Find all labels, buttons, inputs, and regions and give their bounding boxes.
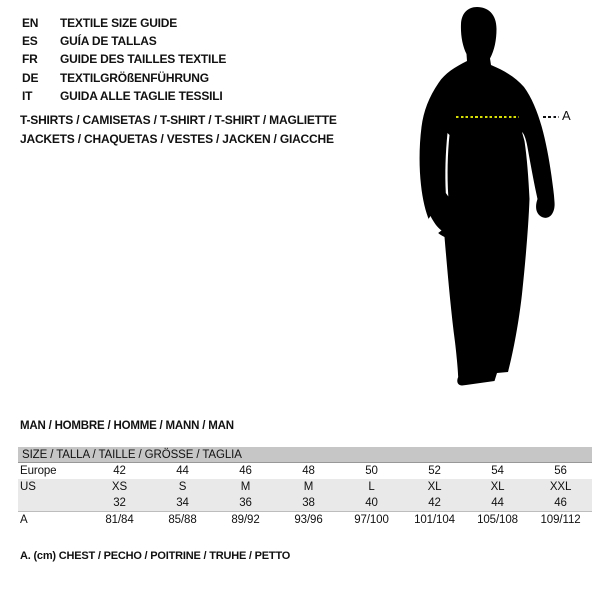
language-label: GUIDE DES TAILLES TEXTILE (60, 52, 227, 67)
language-label: GUIDA ALLE TAGLIE TESSILI (60, 88, 223, 103)
size-table-header-row (18, 447, 592, 463)
measurement-footnote: A. (cm) CHEST / PECHO / POITRINE / TRUHE / PETTO (20, 550, 291, 562)
size-cell: 40 (340, 495, 403, 512)
gender-heading: MAN / HOMBRE / HOMME / MANN / MAN (20, 420, 234, 432)
size-cell: M (277, 479, 340, 495)
language-list (22, 14, 226, 105)
language-code: DE (22, 70, 39, 85)
measure-label-a: A (562, 108, 571, 123)
language-row-de (22, 69, 226, 87)
size-cell: 50 (365, 465, 378, 477)
size-cell: 32 (88, 495, 151, 512)
size-cell: 56 (554, 465, 567, 477)
language-label: TEXTILGRÖßENFÜHRUNG (60, 70, 209, 85)
language-label: GUÍA DE TALLAS (60, 34, 157, 49)
category-tshirts: T-SHIRTS / CAMISETAS / T-SHIRT / T-SHIRT / MAGLIETTE (20, 113, 337, 127)
size-cell: 38 (277, 495, 340, 512)
category-jackets: JACKETS / CHAQUETAS / VESTES / JACKEN / GIACCHE (20, 132, 334, 146)
language-row-en (22, 14, 226, 32)
size-row-label: A (20, 514, 28, 526)
size-row-label: US (18, 479, 88, 495)
size-cell: 101/104 (414, 514, 455, 526)
man-silhouette-body (420, 7, 555, 386)
size-cell: 109/112 (540, 514, 581, 526)
size-row-europe (18, 463, 592, 480)
language-code: FR (22, 52, 38, 67)
size-cell: XL (403, 479, 466, 495)
size-cell: 46 (239, 465, 252, 477)
size-cell: 48 (302, 465, 315, 477)
size-row-numeric (18, 495, 592, 512)
language-code: IT (22, 88, 33, 103)
man-silhouette-figure (410, 0, 580, 400)
size-cell: 52 (428, 465, 441, 477)
measure-callout-dashed-line (543, 116, 559, 119)
size-cell: 34 (151, 495, 214, 512)
language-code: EN (22, 16, 39, 30)
size-cell: M (214, 479, 277, 495)
language-code: ES (22, 34, 38, 49)
language-row-es (22, 32, 226, 50)
garment-categories (20, 111, 337, 149)
size-cell: 97/100 (354, 514, 389, 526)
size-cell: XL (466, 479, 529, 495)
man-silhouette-svg (410, 0, 580, 400)
language-label: TEXTILE SIZE GUIDE (60, 16, 178, 30)
size-cell: 36 (214, 495, 277, 512)
language-row-it (22, 87, 226, 105)
size-table (18, 447, 592, 528)
size-cell: 42 (113, 465, 126, 477)
size-row-us (18, 479, 592, 495)
size-cell: XXL (529, 479, 592, 495)
chest-measure-dashed-line (456, 116, 519, 119)
size-cell: 85/88 (168, 514, 197, 526)
size-cell: 44 (176, 465, 189, 477)
size-cell: 54 (491, 465, 504, 477)
size-cell: L (340, 479, 403, 495)
size-cell: 93/96 (294, 514, 323, 526)
size-table-header: SIZE / TALLA / TAILLE / GRÖSSE / TAGLIA (18, 447, 592, 463)
size-cell: 42 (403, 495, 466, 512)
language-row-fr (22, 50, 226, 68)
size-cell: 46 (529, 495, 592, 512)
size-row-a-chest (18, 512, 592, 529)
size-cell: 44 (466, 495, 529, 512)
size-cell: XS (88, 479, 151, 495)
size-cell: 105/108 (477, 514, 518, 526)
size-row-label (18, 495, 88, 512)
size-cell: 81/84 (105, 514, 134, 526)
size-row-label: Europe (20, 465, 57, 477)
size-cell: 89/92 (231, 514, 260, 526)
size-cell: S (151, 479, 214, 495)
